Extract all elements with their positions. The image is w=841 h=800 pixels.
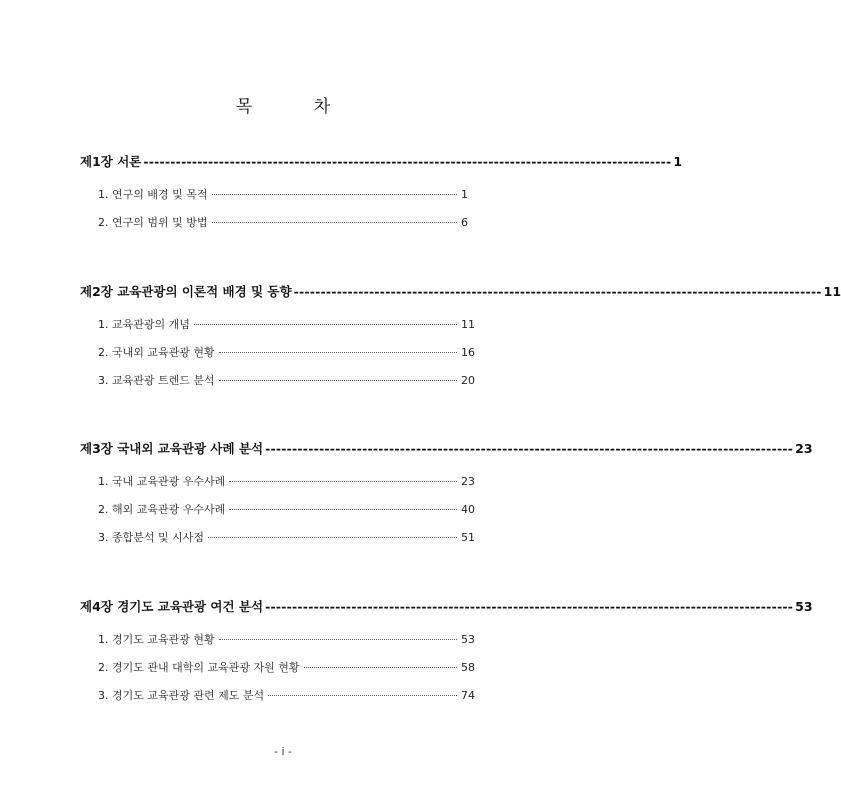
chapter-page-number: 1 <box>673 153 683 169</box>
toc-section[interactable] <box>80 208 483 236</box>
toc-section[interactable] <box>80 681 483 709</box>
section-leader <box>304 667 458 668</box>
toc-section[interactable] <box>80 338 483 366</box>
section-page-number: 11 <box>461 317 475 331</box>
section-leader <box>219 380 457 381</box>
section-leader <box>212 222 458 223</box>
chapter-leader: -------------------------------------------------------------------------------------------------- <box>265 440 794 456</box>
chapter-heading[interactable] <box>80 280 841 302</box>
toc-section[interactable] <box>80 180 483 208</box>
section-leader <box>208 537 457 538</box>
toc-section[interactable] <box>80 310 483 338</box>
chapter-leader: -------------------------------------------------------------------------------------------------- <box>265 598 794 614</box>
chapter-leader: -------------------------------------------------------------------------------------------------- <box>293 283 822 299</box>
chapter-heading[interactable] <box>80 150 683 172</box>
toc-chapter-2 <box>80 280 841 394</box>
section-leader <box>212 194 458 195</box>
section-title: 2. 국내외 교육관광 현황 <box>98 346 215 359</box>
section-leader <box>229 509 457 510</box>
page-footer-number: - i - <box>274 745 292 758</box>
toc-chapter-1 <box>80 150 683 236</box>
section-page-number: 58 <box>461 660 475 674</box>
toc-chapter-3 <box>80 437 813 551</box>
chapter-page-number: 11 <box>823 283 841 299</box>
toc-section[interactable] <box>80 625 483 653</box>
chapter-title: 제1장 서론 <box>80 154 142 169</box>
section-title: 3. 교육관광 트렌드 분석 <box>98 374 215 387</box>
chapter-title: 제4장 경기도 교육관광 여건 분석 <box>80 599 264 614</box>
section-title: 2. 경기도 관내 대학의 교육관광 자원 현황 <box>98 661 300 674</box>
section-page-number: 40 <box>461 502 475 516</box>
section-title: 1. 연구의 배경 및 목적 <box>98 188 208 201</box>
toc-chapter-4 <box>80 595 813 709</box>
page-title: 목 차 <box>235 97 359 117</box>
section-leader <box>229 481 457 482</box>
toc-section[interactable] <box>80 495 483 523</box>
section-leader <box>219 639 457 640</box>
section-title: 1. 교육관광의 개념 <box>98 318 190 331</box>
section-page-number: 1 <box>461 187 468 201</box>
chapter-heading[interactable] <box>80 595 813 617</box>
section-title: 2. 연구의 범위 및 방법 <box>98 216 208 229</box>
chapter-page-number: 23 <box>795 440 813 456</box>
section-page-number: 6 <box>461 215 468 229</box>
toc-section[interactable] <box>80 366 483 394</box>
section-page-number: 51 <box>461 530 475 544</box>
section-page-number: 20 <box>461 373 475 387</box>
section-page-number: 16 <box>461 345 475 359</box>
section-leader <box>219 352 457 353</box>
chapter-heading[interactable] <box>80 437 813 459</box>
chapter-title: 제3장 국내외 교육관광 사례 분석 <box>80 441 264 456</box>
section-page-number: 74 <box>461 688 475 702</box>
section-leader <box>268 695 457 696</box>
section-page-number: 53 <box>461 632 475 646</box>
chapter-title: 제2장 교육관광의 이론적 배경 및 동향 <box>80 284 292 299</box>
section-title: 2. 해외 교육관광 우수사례 <box>98 503 226 516</box>
toc-section[interactable] <box>80 523 483 551</box>
section-title: 3. 경기도 교육관광 관련 제도 분석 <box>98 689 265 702</box>
chapter-leader: -------------------------------------------------------------------------------------------------- <box>143 153 672 169</box>
section-page-number: 23 <box>461 474 475 488</box>
section-title: 3. 종합분석 및 시사점 <box>98 531 204 544</box>
toc-section[interactable] <box>80 653 483 681</box>
chapter-page-number: 53 <box>795 598 813 614</box>
section-title: 1. 경기도 교육관광 현황 <box>98 633 215 646</box>
section-leader <box>194 324 457 325</box>
section-title: 1. 국내 교육관광 우수사례 <box>98 475 226 488</box>
toc-section[interactable] <box>80 467 483 495</box>
